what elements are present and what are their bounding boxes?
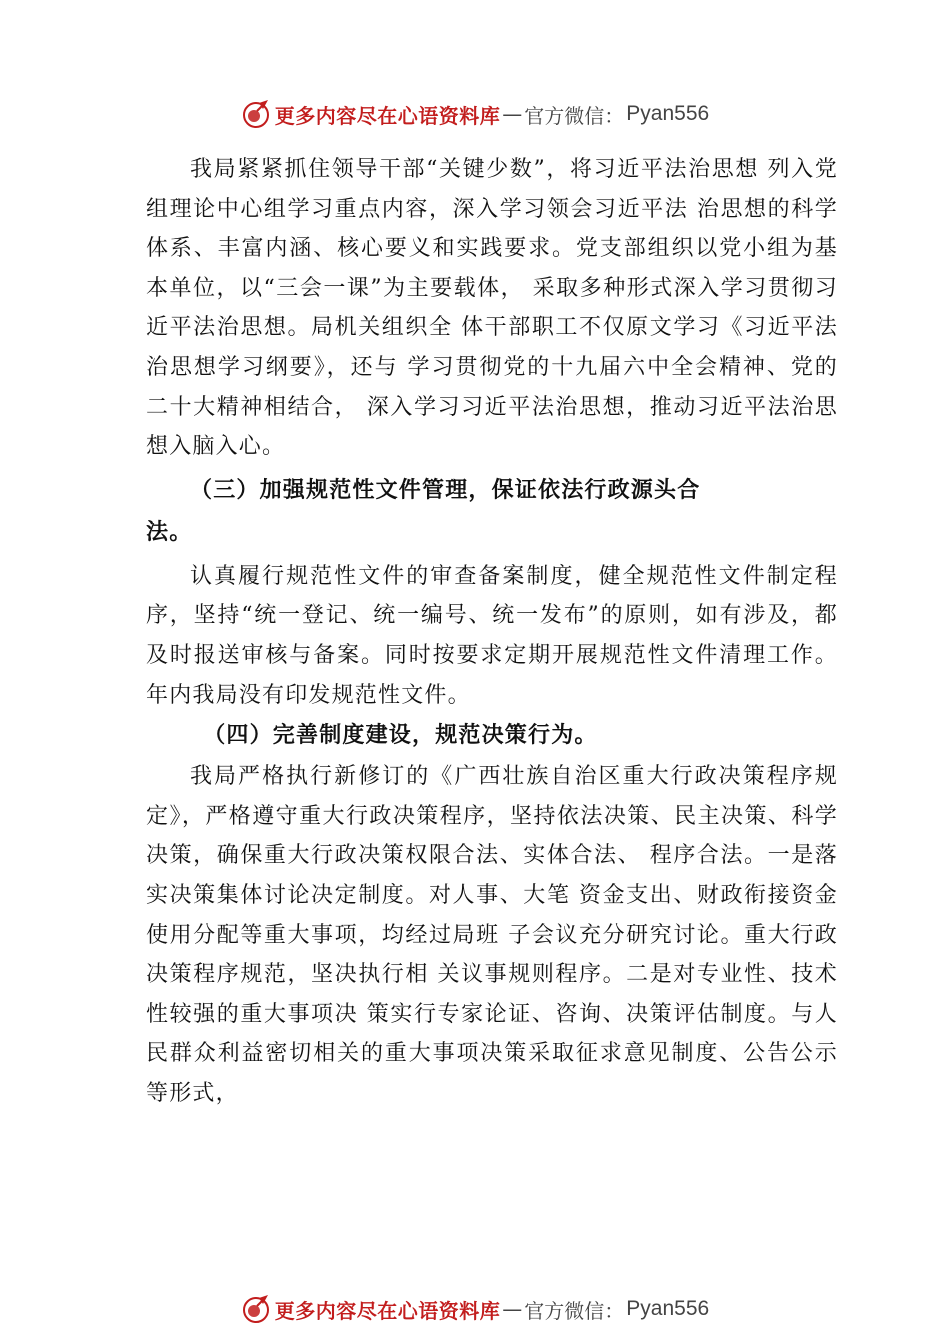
watermark-handle: Pyan556 — [626, 1297, 710, 1320]
heading-section-four: （四）完善制度建设，规范决策行为。 — [203, 722, 598, 749]
document-body — [146, 150, 838, 1113]
watermark-handle: Pyan556 — [626, 102, 710, 125]
pen-logo-icon — [241, 99, 271, 129]
watermark-brand-text: 更多内容尽在心语资料库 — [274, 1298, 501, 1323]
heading-section-three-line2: 法。 — [146, 518, 193, 545]
paragraph-normative-documents: 认真履行规范性文件的审查备案制度，健全规范性文件制定程序，坚持“统一登记、统一编号、统一发布”的原则，如有涉及，都及时报送审核与备案。同时按要求定期开展规范性文件清理工作。年内我局没有印发规范性文件。 — [146, 563, 838, 708]
watermark-brand-text: 更多内容尽在心语资料库 — [274, 103, 501, 128]
watermark-banner-top — [0, 92, 950, 136]
heading-section-three-line1: （三）加强规范性文件管理，保证依法行政源头合 — [190, 476, 701, 503]
watermark-official-label: 官方微信： — [524, 103, 625, 128]
watermark-banner-bottom — [0, 1287, 950, 1331]
heading-section-three — [146, 469, 838, 553]
pen-logo-icon — [241, 1294, 271, 1324]
paragraph-decision-making: 我局严格执行新修订的《广西壮族自治区重大行政决策程序规定》，严格遵守重大行政决策程序，坚持依法决策、民主决策、科学决策，确保重大行政决策权限合法、实体合法、 程序合法。一是落实决策集体讨论决定制度。对人事、大笔 资金支出、财政衔接资金使用分配等重大事项，均经过局班 子会议充分研究讨论。重大行政决策程序规范，坚决执行相 关议事规则程序。二是对专业性、技术性较强的重大事项决 策实行专家论证、咨询、决策评估制度。与人民群众利益密切相关的重大事项决策采取征求意见制度、公告公示等形式， — [146, 764, 838, 1106]
paragraph-study-xi-rule-of-law: 我局紧紧抓住领导干部“关键少数”，将习近平法治思想 列入党组理论中心组学习重点内容，深入学习领会习近平法 治思想的科学体系、丰富内涵、核心要义和实践要求。党支部组织以党小组为基本单位，以“三会一课”为主要载体， 采取多种形式深入学习贯彻习近平法治思想。局机关组织全 体干部职工不仅原文学习《习近平法治思想学习纲要》，还与 学习贯彻党的十九届六中全会精神、党的二十大精神相结合， 深入学习习近平法治思想，推动习近平法治思想入脑入心。 — [146, 157, 838, 460]
watermark-dash: — — [502, 102, 523, 126]
watermark-dash: — — [502, 1297, 523, 1321]
watermark-official-label: 官方微信： — [524, 1298, 625, 1323]
